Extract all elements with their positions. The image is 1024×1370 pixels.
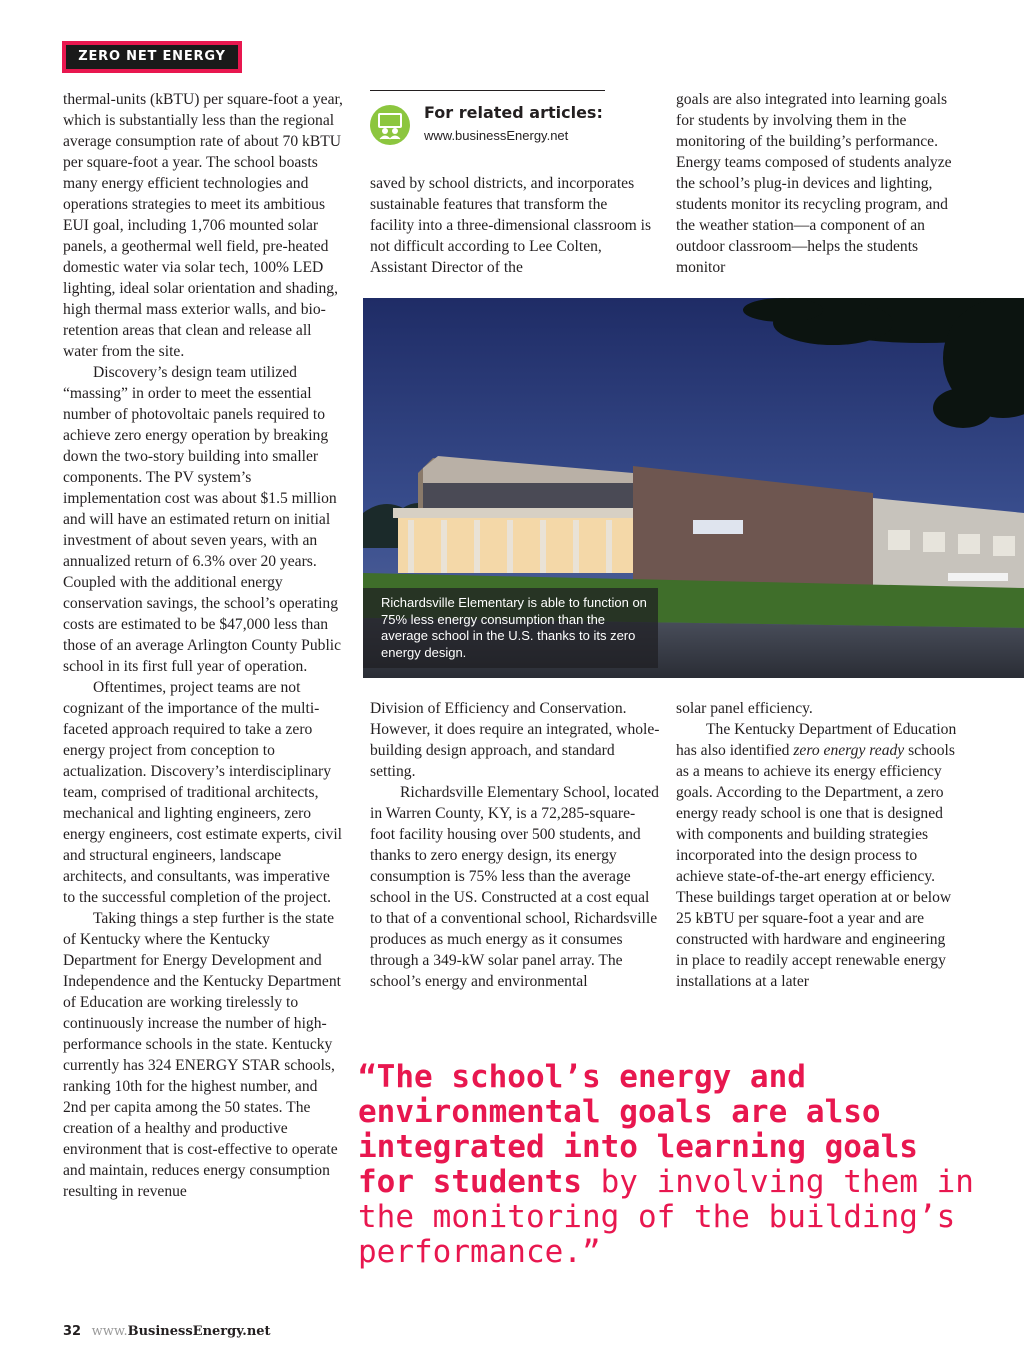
- article-column-3-bottom: [676, 698, 961, 992]
- paragraph: [676, 719, 961, 992]
- paragraph: saved by school districts, and incorporates sustainable features that transform the facility into a three-dimensional classroom is not difficult according to Lee Colten, Assistant Director of the: [370, 175, 652, 276]
- paragraph: Oftentimes, project teams are not cognizant of the importance of the multi-faceted approach required to take a zero energy project from conception to actualization. Discovery’s interdisciplinary team, comprised of traditional architects, mechanical and lighting engineers, zero energy engineers, cost estimate experts, civil and structural engineers, landscape architects, and consultants, was imperative to the successful completion of the project.: [63, 679, 343, 906]
- paragraph: solar panel efficiency.: [676, 700, 813, 717]
- pull-quote-rest: by involving them in the monitoring of the building’s performance.”: [358, 1164, 974, 1270]
- page-footer: [63, 1324, 271, 1339]
- pull-quote-bold: “The school’s energy and environmental goals are also integrated into learning goals for students: [358, 1059, 918, 1200]
- paragraph: goals are also integrated into learning goals for students by involving them in the monitoring of the building’s performance. Energy teams composed of students analyze the school’s plug-in devices and lighting, students monitor its recycling program, and the weather station—a component of an outdoor classroom—helps the students monitor: [676, 91, 952, 276]
- article-column-2-bottom: [370, 698, 660, 992]
- footer-url-prefix: www.: [91, 1324, 128, 1339]
- text-run: schools as a means to achieve its energy efficiency goals. According to the Department, a zero energy ready school is one that is designed with components and building strategies incorporated into the design process to achieve state-of-the-art energy efficiency. These buildings target operation at or below 25 kBTU per square-foot a year and are constructed with hardware and engineering in place to readily accept renewable energy installations at a later: [676, 742, 955, 990]
- footer-url[interactable]: [92, 1324, 271, 1339]
- related-articles-title: For related articles:: [424, 103, 603, 122]
- article-column-2-top: [370, 173, 655, 278]
- related-articles-link[interactable]: www.businessEnergy.net: [424, 128, 569, 143]
- paragraph: Richardsville Elementary School, located in Warren County, KY, is a 72,285-square-foot facility housing over 500 students, and thanks to zero energy design, its energy consumption is 75% less than the average school in the US. Constructed at a cost equal to that of a conventional school, Richardsville produces as much energy as it consumes through a 349-kW solar panel array. The school’s energy and environmental: [370, 784, 659, 990]
- paragraph: thermal-units (kBTU) per square-foot a year, which is substantially less than the regional average consumption rate of about 70 kBTU per square-foot a year. The school boasts many energy efficient technologies and operations strategies to meet its ambitious EUI goal, including 1,706 mounted solar panels, a geothermal well field, pre-heated domestic water via solar tech, 100% LED lighting, ideal solar orientation and shading, high thermal mass exterior walls, and bio-retention areas that clean and release all water from the site.: [63, 91, 343, 360]
- paragraph: Taking things a step further is the state of Kentucky where the Kentucky Department for Energy Development and Independence and the Kentucky Department of Education are working tirelessly to continuously increase the number of high-performance schools in the state. Kentucky currently has 324 ENERGY STAR schools, ranking 10th for the highest number, and 2nd per capita among the 50 states. The creation of a healthy and productive environment that is cost-effective to operate and maintain, reduces energy consumption resulting in revenue: [63, 910, 341, 1200]
- photo-caption: Richardsville Elementary is able to function on 75% less energy consumption than the average school in the U.S. thanks to its zero energy design.: [363, 588, 658, 668]
- people-presentation-icon: [370, 105, 410, 145]
- article-column-1: [63, 89, 343, 1202]
- emphasis-text: zero energy ready: [793, 742, 905, 759]
- related-articles-box[interactable]: [370, 90, 605, 151]
- pull-quote: [358, 1060, 978, 1270]
- section-tag: [62, 41, 242, 73]
- paragraph: Discovery’s design team utilized “massing” in order to meet the essential number of photovoltaic panels required to achieve zero energy operation by breaking down the two-story building into smaller components. The PV system’s implementation cost was about $1.5 million and will have an estimated return on initial investment of about seven years, with an annualized return of 6.3% over 20 years. Coupled with the additional energy conservation savings, the school’s operating costs are estimated to be $47,000 less than those of an average Arlington County Public school in its first full year of operation.: [63, 364, 342, 675]
- article-column-3-top: [676, 89, 961, 278]
- text-run: The Kentucky Department of Education has also identified: [676, 721, 957, 759]
- page-number: 32: [63, 1324, 82, 1339]
- footer-url-main: BusinessEnergy.net: [127, 1324, 271, 1339]
- section-tag-label: ZERO NET ENERGY: [66, 45, 238, 69]
- paragraph: Division of Efficiency and Conservation. However, it does require an integrated, whole-building design approach, and standard setting.: [370, 700, 660, 780]
